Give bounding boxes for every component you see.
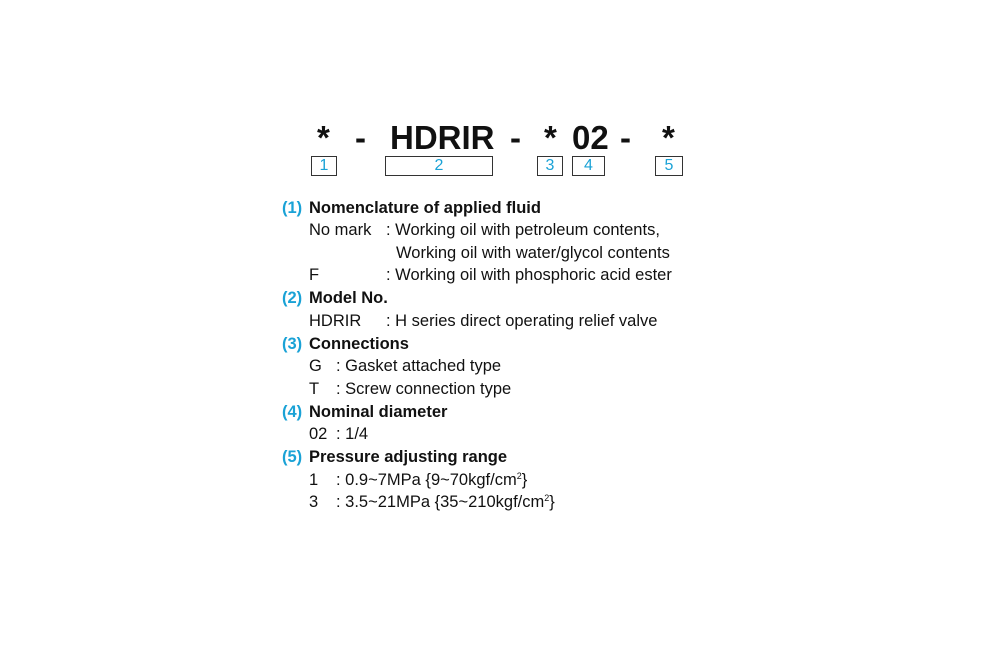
legend-item bbox=[309, 423, 782, 446]
item-key: T bbox=[309, 379, 320, 398]
section-heading bbox=[282, 333, 782, 356]
code-token-connection: * bbox=[544, 119, 557, 156]
code-token-1: * bbox=[317, 119, 330, 156]
legend-item bbox=[309, 219, 782, 242]
item-description: Working oil with water/glycol contents bbox=[396, 243, 670, 262]
code-token-pressure: * bbox=[662, 119, 675, 156]
section-heading bbox=[282, 401, 782, 424]
section-title: Model No. bbox=[309, 289, 388, 307]
item-description: 1/4 bbox=[345, 425, 369, 443]
range-text: 0.9~7MPa {9~70kgf/cm bbox=[345, 470, 517, 489]
closing-brace: } bbox=[521, 470, 528, 489]
item-description: H series direct operating relief valve bbox=[395, 311, 658, 330]
legend-item bbox=[309, 355, 782, 378]
item-colon: : bbox=[386, 266, 396, 284]
code-separator: - bbox=[510, 119, 521, 156]
section-title: Nomenclature of applied fluid bbox=[309, 198, 541, 217]
legend-item bbox=[309, 491, 782, 514]
code-separator: - bbox=[620, 119, 631, 156]
item-key: 3 bbox=[309, 493, 319, 511]
item-key: 02 bbox=[309, 425, 328, 443]
item-colon: : bbox=[336, 379, 346, 398]
code-separator: - bbox=[355, 119, 366, 156]
item-key: No mark bbox=[309, 221, 372, 239]
item-key: G bbox=[309, 357, 322, 375]
item-colon: : bbox=[336, 357, 346, 375]
legend-item bbox=[309, 469, 782, 492]
item-colon: : bbox=[336, 425, 346, 443]
item-description bbox=[345, 491, 555, 514]
code-box-5: 5 bbox=[655, 156, 683, 176]
item-colon: : bbox=[336, 493, 346, 511]
section-heading bbox=[282, 287, 782, 310]
closing-brace: } bbox=[549, 493, 555, 511]
item-colon: : bbox=[386, 311, 396, 330]
item-description: Gasket attached type bbox=[345, 357, 502, 375]
section-number: (1) bbox=[282, 198, 303, 217]
superscript: 2 bbox=[544, 493, 550, 503]
section-heading bbox=[282, 197, 782, 220]
legend-item bbox=[309, 378, 782, 401]
legend-item bbox=[309, 310, 782, 333]
item-description: Working oil with phosphoric acid ester bbox=[395, 266, 672, 284]
section-number: (3) bbox=[282, 334, 303, 353]
legend-item bbox=[309, 264, 782, 287]
range-text: 3.5~21MPa {35~210kgf/cm bbox=[345, 493, 545, 511]
section-title: Nominal diameter bbox=[309, 402, 448, 421]
item-description: Screw connection type bbox=[345, 379, 512, 398]
code-box-2: 2 bbox=[385, 156, 493, 176]
code-legend bbox=[282, 196, 782, 514]
superscript: 2 bbox=[516, 470, 522, 481]
section-number: (4) bbox=[282, 402, 303, 421]
code-box-1: 1 bbox=[311, 156, 337, 176]
section-heading bbox=[282, 446, 782, 469]
item-description bbox=[345, 469, 527, 492]
item-key: 1 bbox=[309, 470, 319, 489]
item-key: HDRIR bbox=[309, 311, 362, 330]
code-box-3: 3 bbox=[537, 156, 563, 176]
code-token-model: HDRIR bbox=[390, 119, 495, 156]
section-title: Connections bbox=[309, 334, 409, 353]
code-box-4: 4 bbox=[572, 156, 605, 176]
item-colon: : bbox=[336, 470, 346, 489]
code-token-diameter: 02 bbox=[572, 119, 609, 156]
section-number: (2) bbox=[282, 289, 303, 307]
item-colon: : bbox=[386, 221, 396, 239]
item-description: Working oil with petroleum contents, bbox=[395, 221, 660, 239]
legend-item bbox=[309, 242, 782, 265]
section-title: Pressure adjusting range bbox=[309, 448, 508, 466]
section-number: (5) bbox=[282, 448, 303, 466]
item-key: F bbox=[309, 266, 320, 284]
